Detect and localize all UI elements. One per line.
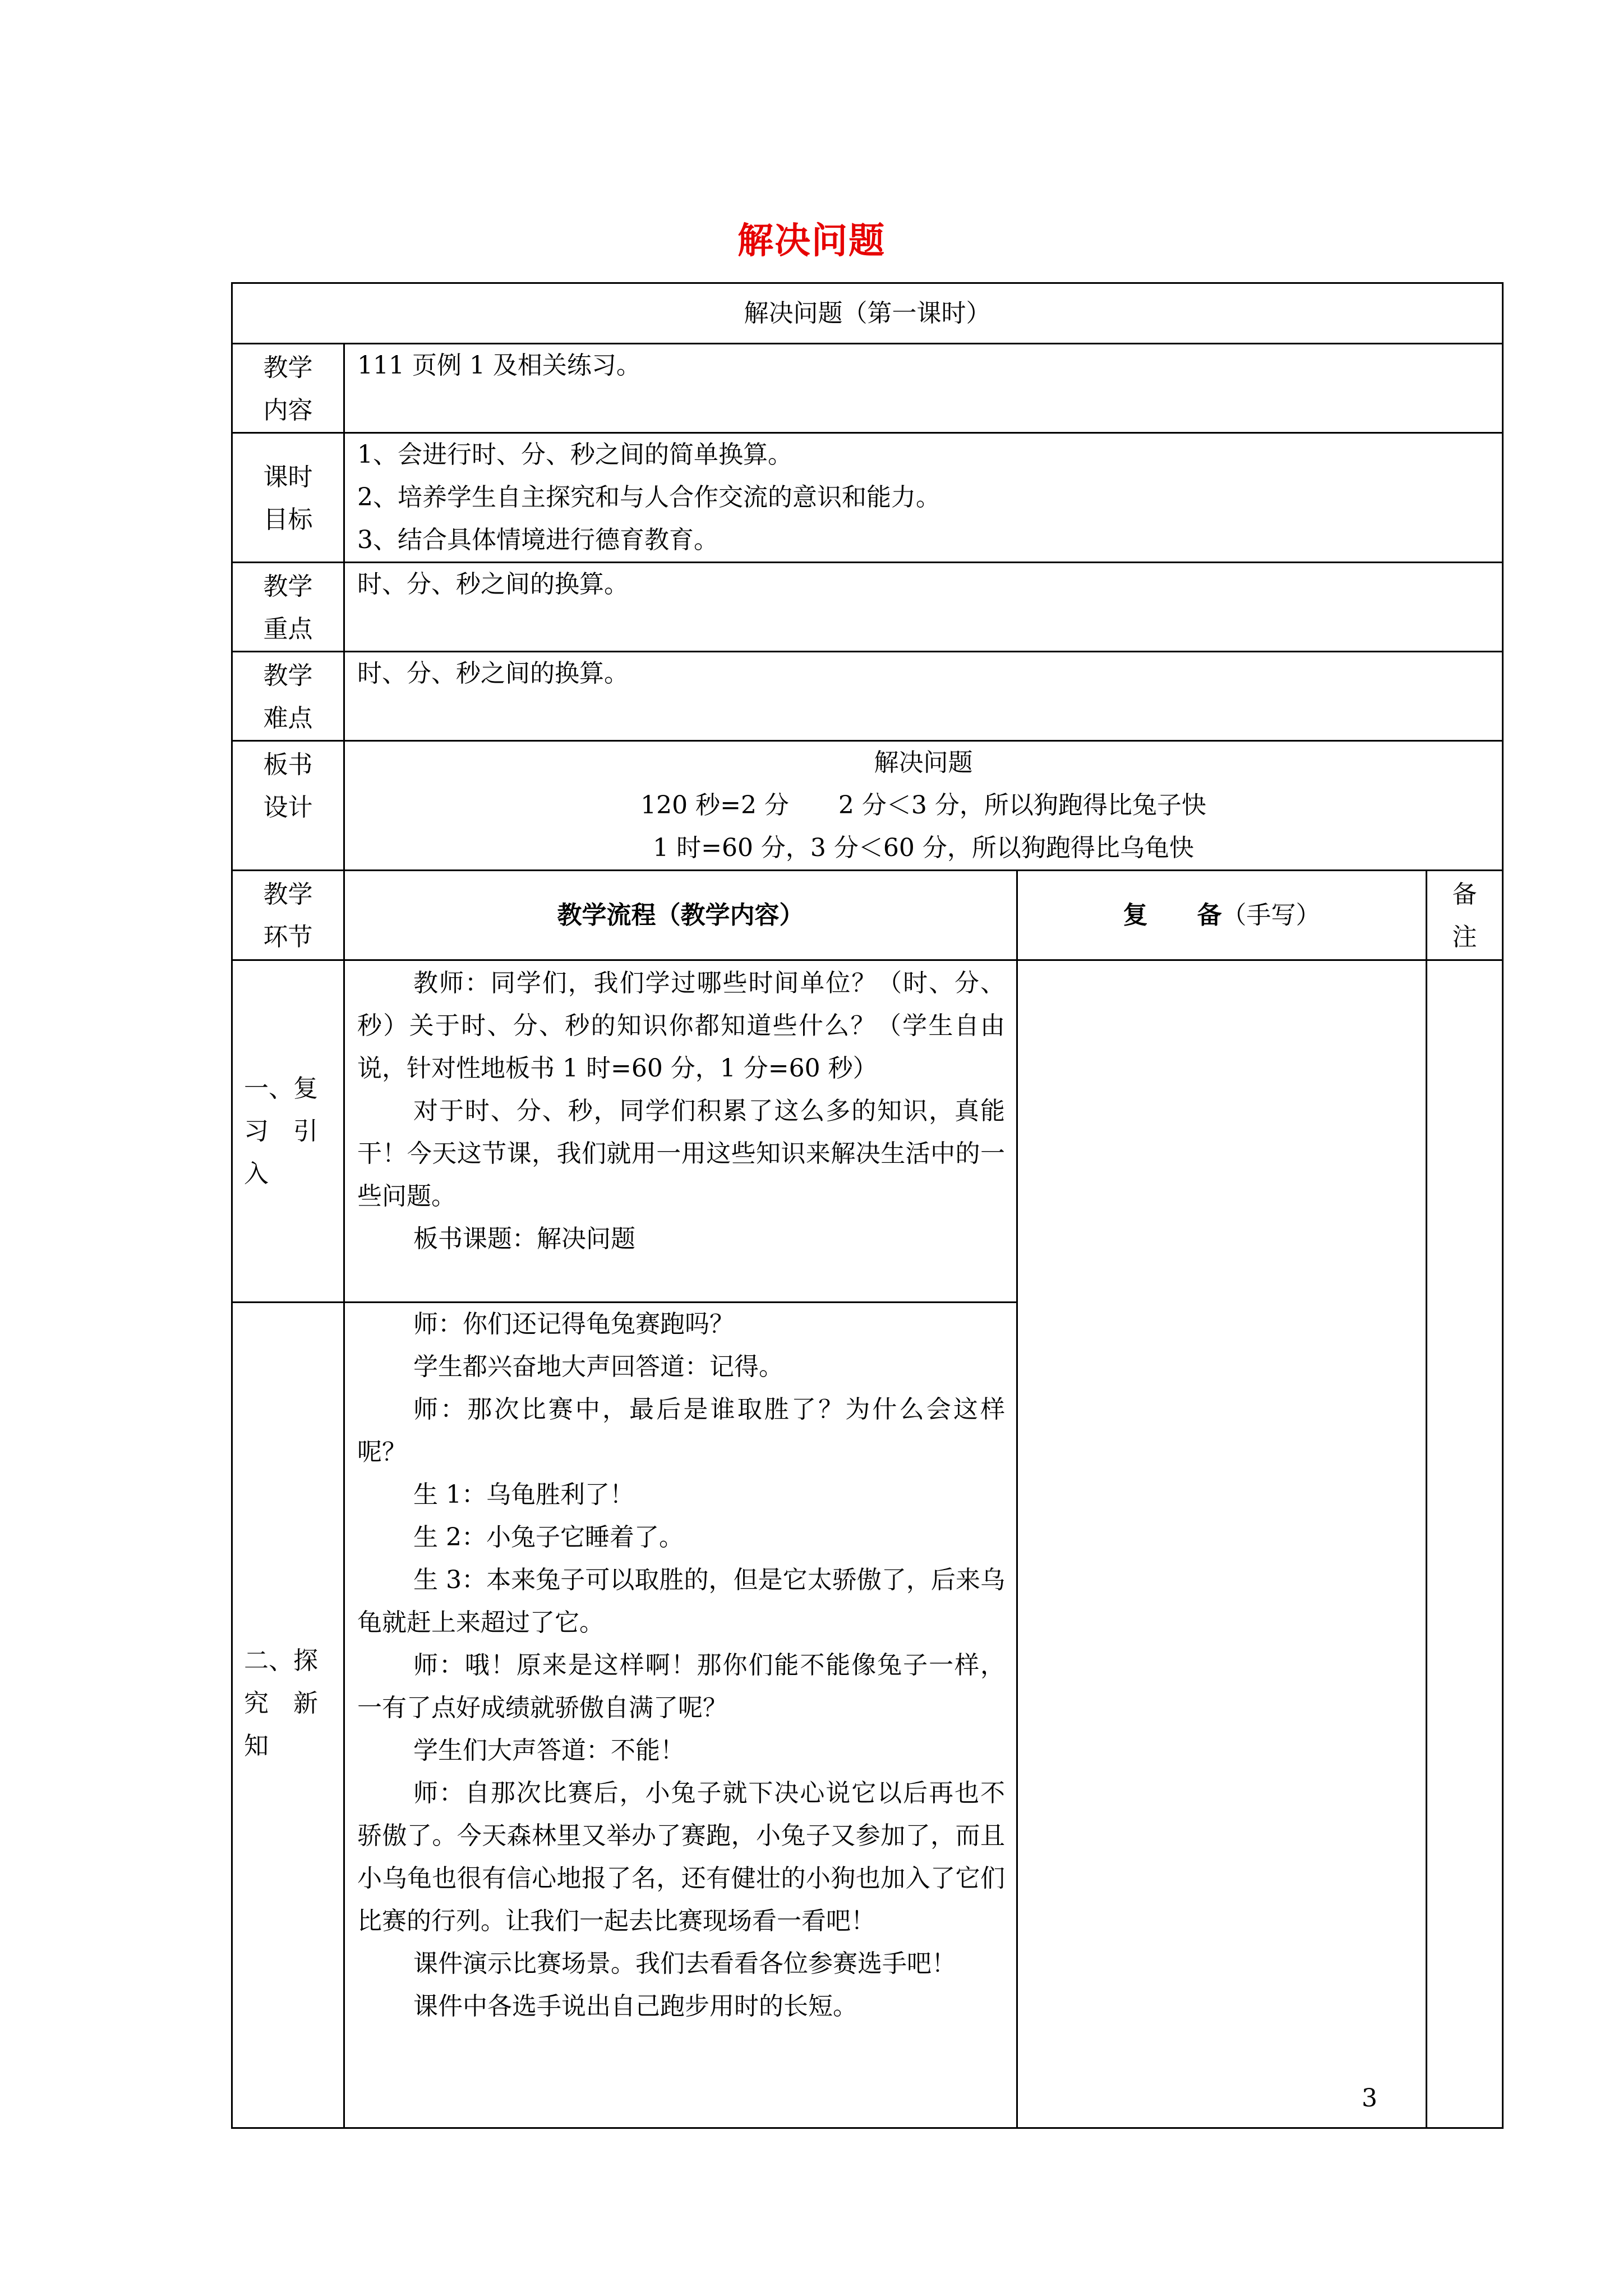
row-goals <box>232 433 1503 563</box>
label-key-point: 教学 重点 <box>232 563 344 652</box>
flow-header-prep: 复 备（手写） <box>1017 871 1427 960</box>
paragraph: 师：你们还记得龟兔赛跑吗？ <box>413 1310 734 1338</box>
row-key-point <box>232 563 1503 652</box>
paragraph: 师：那次比赛中，最后是谁取胜了？为什么会这样呢？ <box>357 1395 1005 1466</box>
paragraph: 课件中各选手说出自己跑步用时的长短。 <box>413 1992 857 2021</box>
paragraph: 对于时、分、秒，同学们积累了这么多的知识，真能干！今天这节课，我们就用一用这些知识来解决生活中的一些问题。 <box>357 1097 1005 1211</box>
paragraph: 师：自那次比赛后，小兔子就下决心说它以后再也不骄傲了。今天森林里又举办了赛跑，小兔子又参加了，而且小乌龟也很有信心地报了名，还有健壮的小狗也加入了它们比赛的行列。让我们一起去比赛现场看一看吧！ <box>357 1779 1005 1935</box>
prep-column <box>1017 960 1427 2128</box>
label-goals: 课时 目标 <box>232 433 344 563</box>
label-difficulty: 教学 难点 <box>232 652 344 741</box>
difficulty-text: 时、分、秒之间的换算。 <box>344 652 1503 741</box>
paragraph: 学生都兴奋地大声回答道：记得。 <box>413 1352 783 1381</box>
remark-column <box>1427 960 1503 2128</box>
section-label-review: 一、复 习 引 入 <box>232 960 344 1303</box>
paragraph: 教师：同学们，我们学过哪些时间单位？（时、分、秒）关于时、分、秒的知识你都知道些什么？（学生自由说，针对性地板书 1 时=60 分，1 分=60 秒） <box>357 969 1005 1083</box>
paragraph: 师：哦！原来是这样啊！那你们能不能像兔子一样，一有了点好成绩就骄傲自满了呢？ <box>357 1651 1005 1722</box>
label-board: 板书 设计 <box>232 741 344 871</box>
section-review <box>232 960 1503 1303</box>
goal-item: 2、培养学生自主探究和与人合作交流的意识和能力。 <box>357 483 940 512</box>
paragraph: 生 3：本来兔子可以取胜的，但是它太骄傲了，后来乌龟就赶上来超过了它。 <box>357 1566 1005 1637</box>
paragraph: 生 1：乌龟胜利了！ <box>413 1480 634 1509</box>
goal-item: 1、会进行时、分、秒之间的简单换算。 <box>357 440 792 469</box>
label-content: 教学 内容 <box>232 344 344 433</box>
flow-header-row <box>232 871 1503 960</box>
row-board <box>232 741 1503 871</box>
page-number: 3 <box>1362 2084 1377 2113</box>
board-line: 120 秒=2 分 2 分＜3 分，所以狗跑得比兔子快 <box>640 791 1206 820</box>
page-title: 解决问题 <box>737 220 886 262</box>
section-content-explore <box>344 1303 1017 2128</box>
flow-header-remark: 备 注 <box>1427 871 1503 960</box>
lesson-header: 解决问题（第一课时） <box>232 283 1503 344</box>
row-difficulty <box>232 652 1503 741</box>
lesson-header-row <box>232 283 1503 344</box>
paragraph: 板书课题：解决问题 <box>413 1225 635 1253</box>
flow-header-stage: 教学 环节 <box>232 871 344 960</box>
goals-list <box>344 433 1503 563</box>
row-content <box>232 344 1503 433</box>
paragraph: 生 2：小兔子它睡着了。 <box>413 1523 684 1552</box>
board-line: 解决问题 <box>874 748 973 777</box>
section-label-explore: 二、探 究 新 知 <box>232 1303 344 2128</box>
board-line: 1 时=60 分，3 分＜60 分，所以狗跑得比乌龟快 <box>653 834 1194 862</box>
lesson-plan-table <box>231 282 1504 2129</box>
content-text: 111 页例 1 及相关练习。 <box>344 344 1503 433</box>
goal-item: 3、结合具体情境进行德育教育。 <box>357 526 718 554</box>
board-design <box>344 741 1503 871</box>
section-content-review <box>344 960 1017 1303</box>
flow-header-process: 教学流程（教学内容） <box>344 871 1017 960</box>
key-point-text: 时、分、秒之间的换算。 <box>344 563 1503 652</box>
paragraph: 课件演示比赛场景。我们去看看各位参赛选手吧！ <box>413 1949 956 1978</box>
paragraph: 学生们大声答道：不能！ <box>413 1736 685 1765</box>
